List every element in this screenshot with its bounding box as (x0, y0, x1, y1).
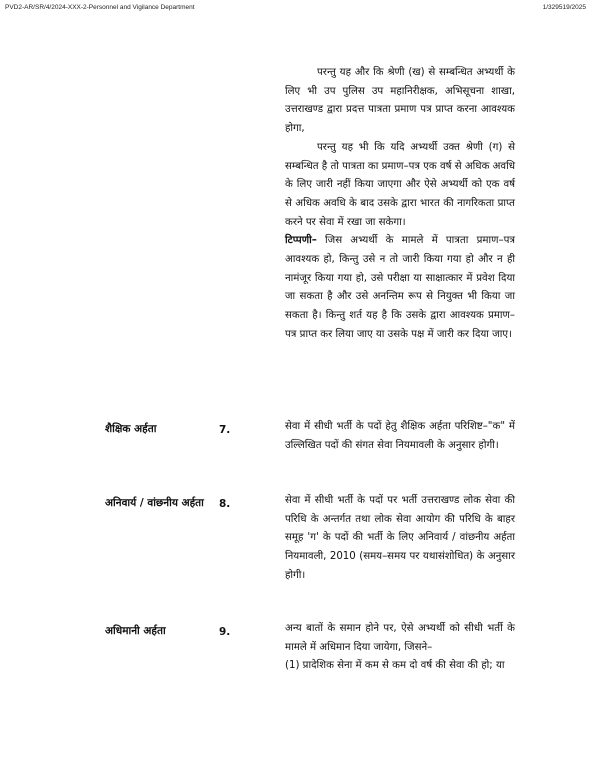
section-number-9: 9. (219, 626, 231, 638)
section-number-7: 7. (219, 424, 231, 436)
section-label-essential: अनिवार्य / वांछनीय अर्हता (105, 497, 204, 509)
section-label-preferential: अधिमानी अर्हता (105, 625, 166, 637)
proviso-paragraph-2: परन्तु यह भी कि यदि अभ्यर्थी उक्त श्रेणी (ग) से सम्बन्धित है तो पात्रता का प्रमाण–पत्र एक वर्ष से अधिक अवधि के लिए जारी नहीं किया जाएगा और ऐसे अभ्यर्थी को एक वर्ष से अधिक अवधि के बाद उसके द्वारा भारत की नागरिकता प्राप्त करने पर सेवा में रखा जा सकेगा। (285, 141, 515, 228)
section-text-essential (285, 492, 515, 586)
note-paragraph (285, 232, 515, 344)
section-text-educational (285, 418, 515, 455)
section-text-preferential (285, 620, 515, 676)
page-header (5, 4, 586, 11)
section-number-8: 8. (219, 498, 231, 510)
section-9-paragraph: अन्य बातों के समान होने पर, ऐसे अभ्यर्थी को सीधी भर्ती के मामले में अधिमान दिया जायेगा, जिसने– (285, 623, 515, 653)
note-text: जिस अभ्यर्थी के मामले में पात्रता प्रमाण–पत्र आवश्यक हो, किन्तु उसे न तो जारी किया गया हो और न ही नामंजूर किया गया हो, उसे परीक्षा या साक्षात्कार में प्रवेश दिया जा सकता है और उसे अनन्तिम रूप से नियुक्त भी किया जा सकता है। किन्तु शर्त यह है कि उसके द्वारा आवश्यक प्रमाण–पत्र प्राप्त कर लिया जाए या उसके पक्ष में जारी कर दिया जाए। (285, 235, 515, 340)
section-7-paragraph: सेवा में सीधी भर्ती के पदों हेतु शैक्षिक अर्हता परिशिष्ट–"क" में उल्लिखित पदों की संगत सेवा नियमावली के अनुसार होगी। (285, 421, 515, 451)
note-label: टिप्पणी– (285, 235, 317, 247)
document-reference: PVD2-AR/SR/4/2024-XXX-2-Personnel and Vigilance Department (5, 4, 195, 11)
continued-text (285, 64, 515, 345)
file-number: 1/329519/2025 (542, 4, 586, 11)
section-9-clause-1: (1) प्रादेशिक सेना में कम से कम दो वर्ष की सेवा की हो; या (285, 660, 505, 672)
proviso-paragraph-1: परन्तु यह और कि श्रेणी (ख) से सम्बन्धित अभ्यर्थी के लिए भी उप पुलिस उप महानिरीक्षक, अभिसूचना शाखा, उत्तराखण्ड द्वारा प्रदत्त पात्रता प्रमाण पत्र प्राप्त करना आवश्यक होगा, (285, 67, 515, 135)
section-8-paragraph: सेवा में सीधी भर्ती के पदों पर भर्ती उत्तराखण्ड लोक सेवा की परिधि के अन्तर्गत तथा लोक सेवा आयोग की परिधि के बाहर समूह 'ग' के पदों की भर्ती के लिए अनिवार्य / वांछनीय अर्हता नियमावली, 2010 (समय–समय पर यथासंशोधित) के अनुसार होगी। (285, 495, 515, 581)
section-label-educational: शैक्षिक अर्हता (105, 423, 157, 435)
